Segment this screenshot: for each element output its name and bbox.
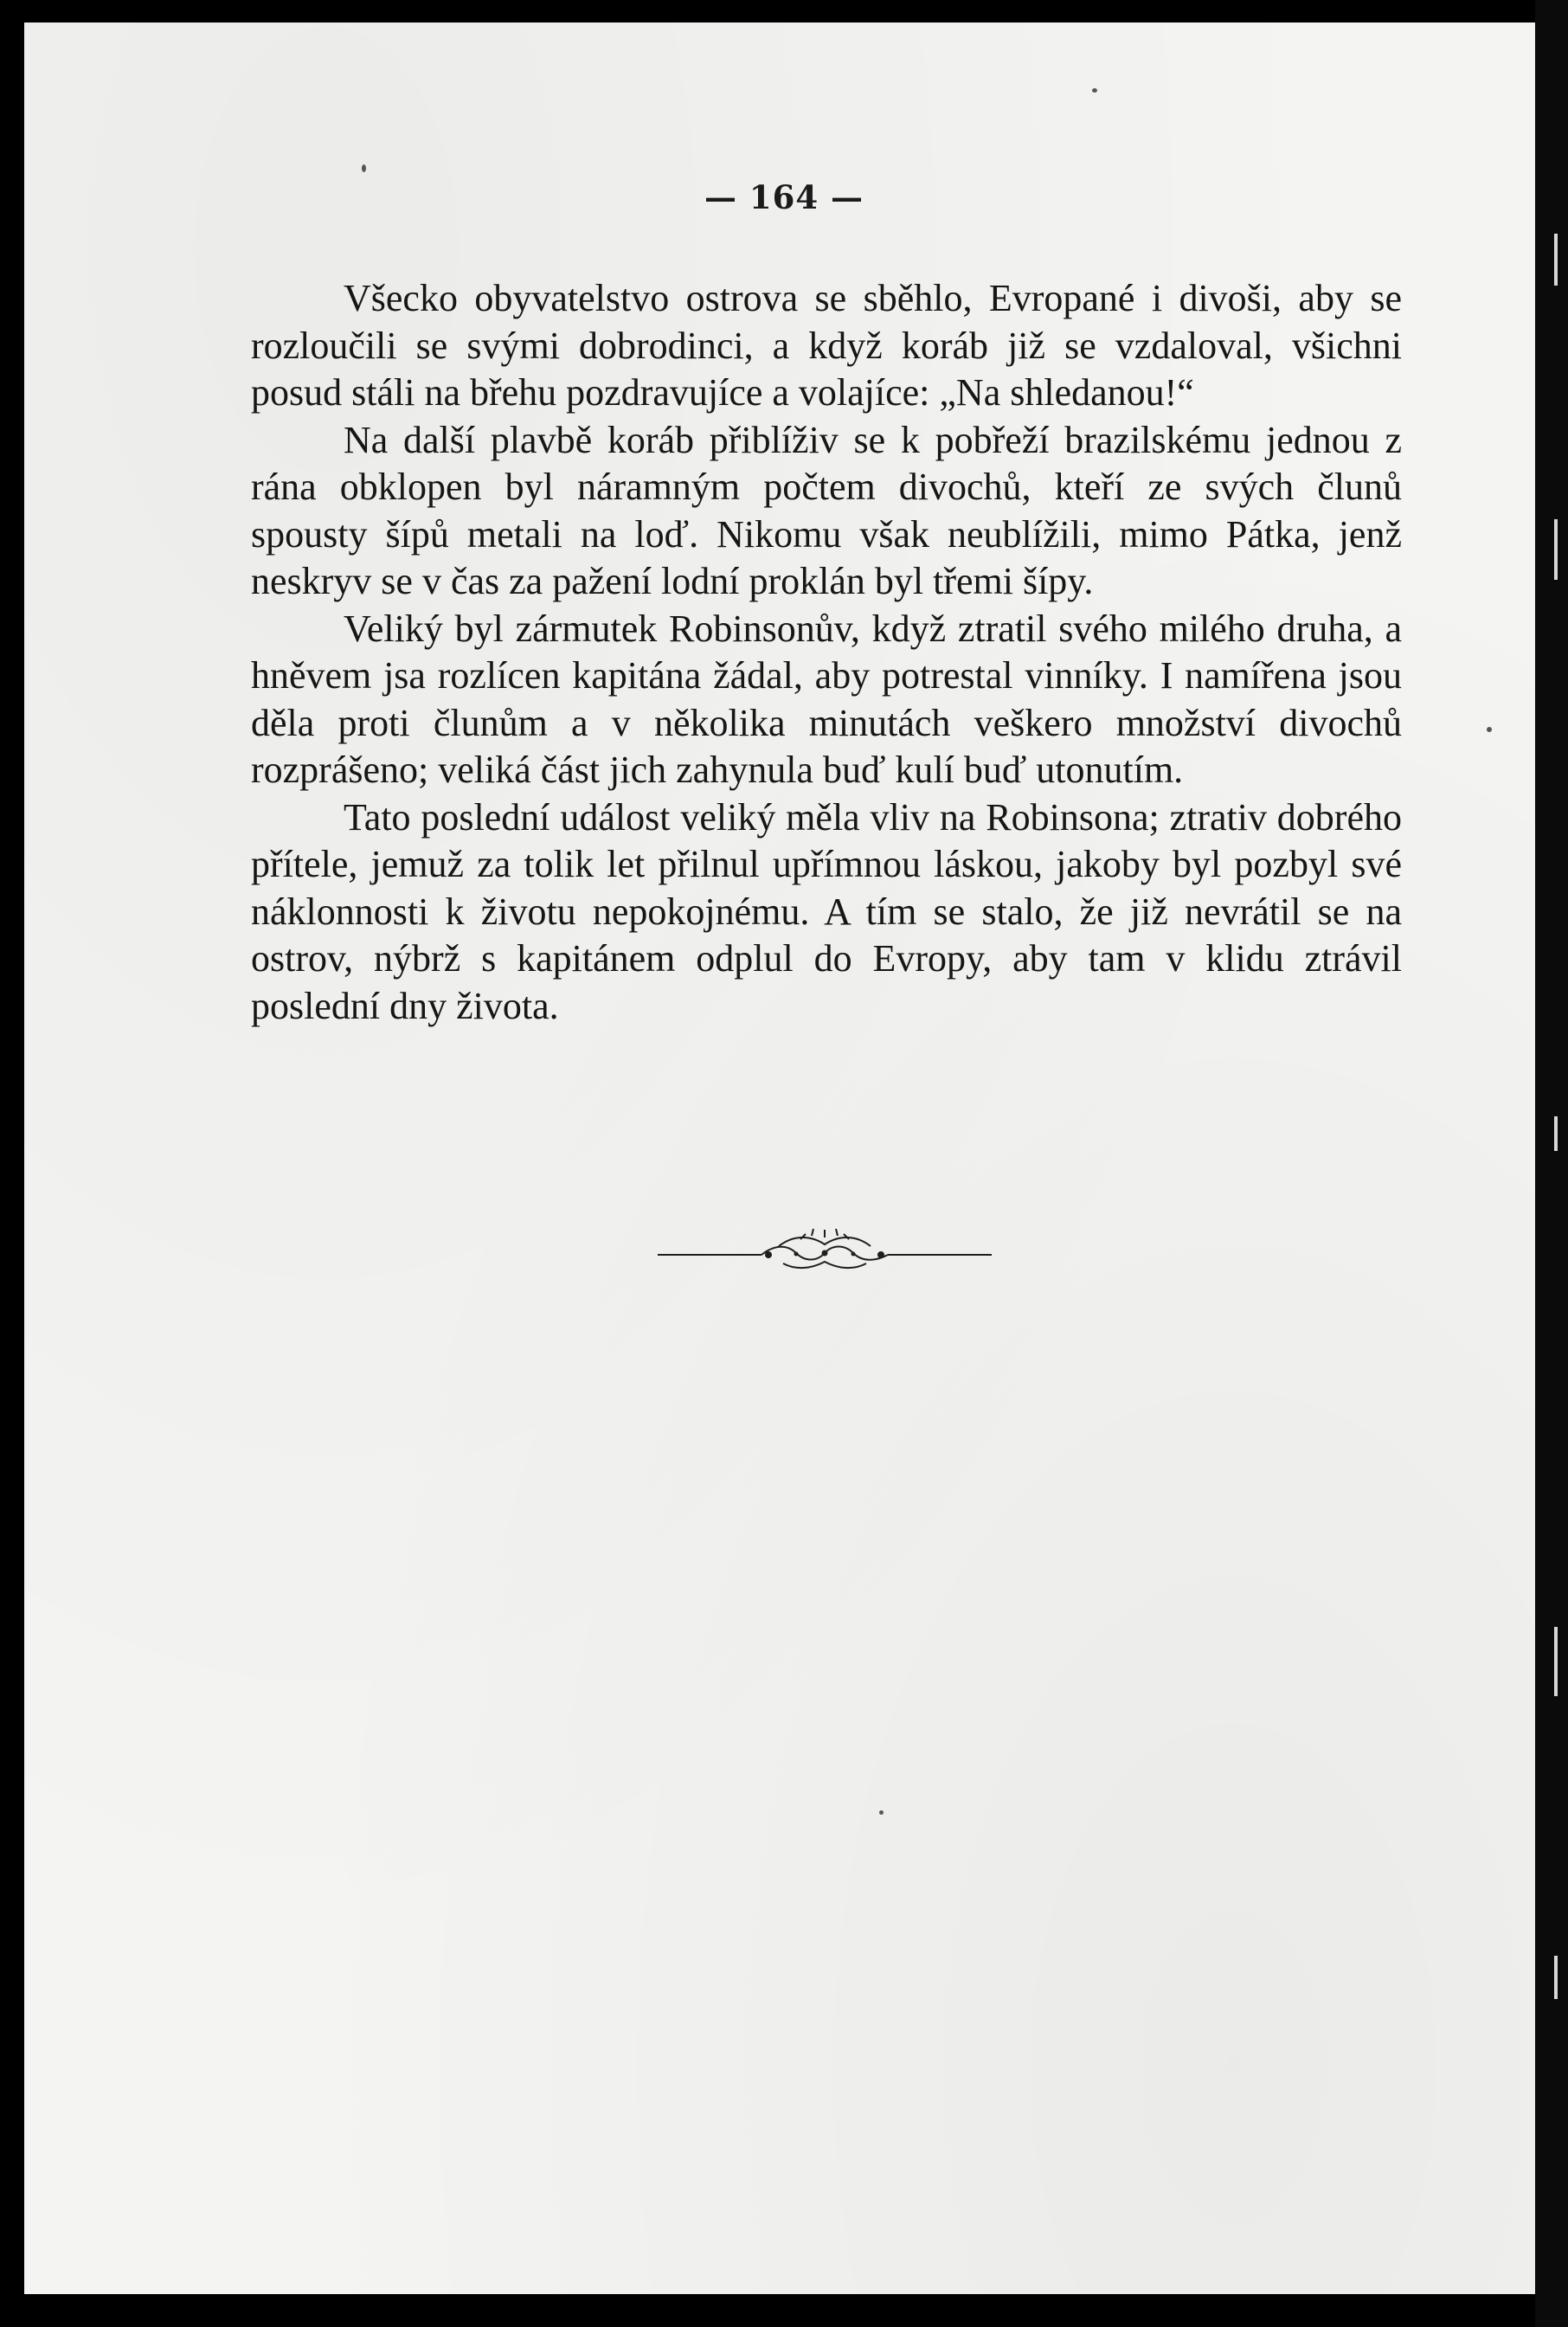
- paragraph: Tato poslední událost veliký měla vliv na Robinsona; ztrativ dobrého přítele, jemuž za tolik let přilnul upřímnou láskou, jakoby byl pozbyl své náklonnosti k životu nepokojnému. A tím se stalo, že již nevrátil se na ostrov, nýbrž s kapitánem odplul do Evropy, aby tam v klidu ztrávil poslední dny života.: [251, 795, 1402, 1027]
- dust-speck: [362, 164, 366, 172]
- ornamental-tailpiece-icon: [658, 1227, 992, 1274]
- edge-mark: [1554, 1956, 1558, 1999]
- page-edge-strip: [1535, 0, 1568, 2327]
- body-text: [251, 275, 1402, 1030]
- page-number: — 164 —: [704, 178, 864, 216]
- paragraph: Veliký byl zármutek Robinsonův, když ztratil svého milého druha, a hněvem jsa rozlícen kapitána žádal, aby potrestal vinníky. I namířena jsou děla proti člunům a v několika minutách veškero množství divochů rozprášeno; veliká část jich zahynula buď kulí buď utonutím.: [251, 607, 1402, 791]
- paragraph: Na další plavbě koráb přiblíživ se k pobřeží brazilskému jednou z rána obklopen byl náramným počtem divochů, kteří ze svých člunů spousty šípů metali na loď. Nikomu však neublížili, mimo Pátka, jenž neskryv se v čas za pažení lodní proklán byl třemi šípy.: [251, 418, 1402, 602]
- edge-mark: [1554, 234, 1558, 286]
- edge-mark: [1554, 519, 1558, 580]
- dust-speck: [879, 1810, 884, 1815]
- dust-speck: [1092, 88, 1097, 93]
- paragraph: Všecko obyvatelstvo ostrova se sběhlo, Evropané i divoši, aby se rozloučili se svými dobrodinci, a když koráb již se vzdaloval, všichni posud stáli na břehu pozdravujíce a volajíce: „Na shledanou!“: [251, 277, 1402, 414]
- edge-mark: [1554, 1627, 1558, 1696]
- dust-speck: [1487, 727, 1492, 732]
- edge-mark: [1554, 1116, 1558, 1151]
